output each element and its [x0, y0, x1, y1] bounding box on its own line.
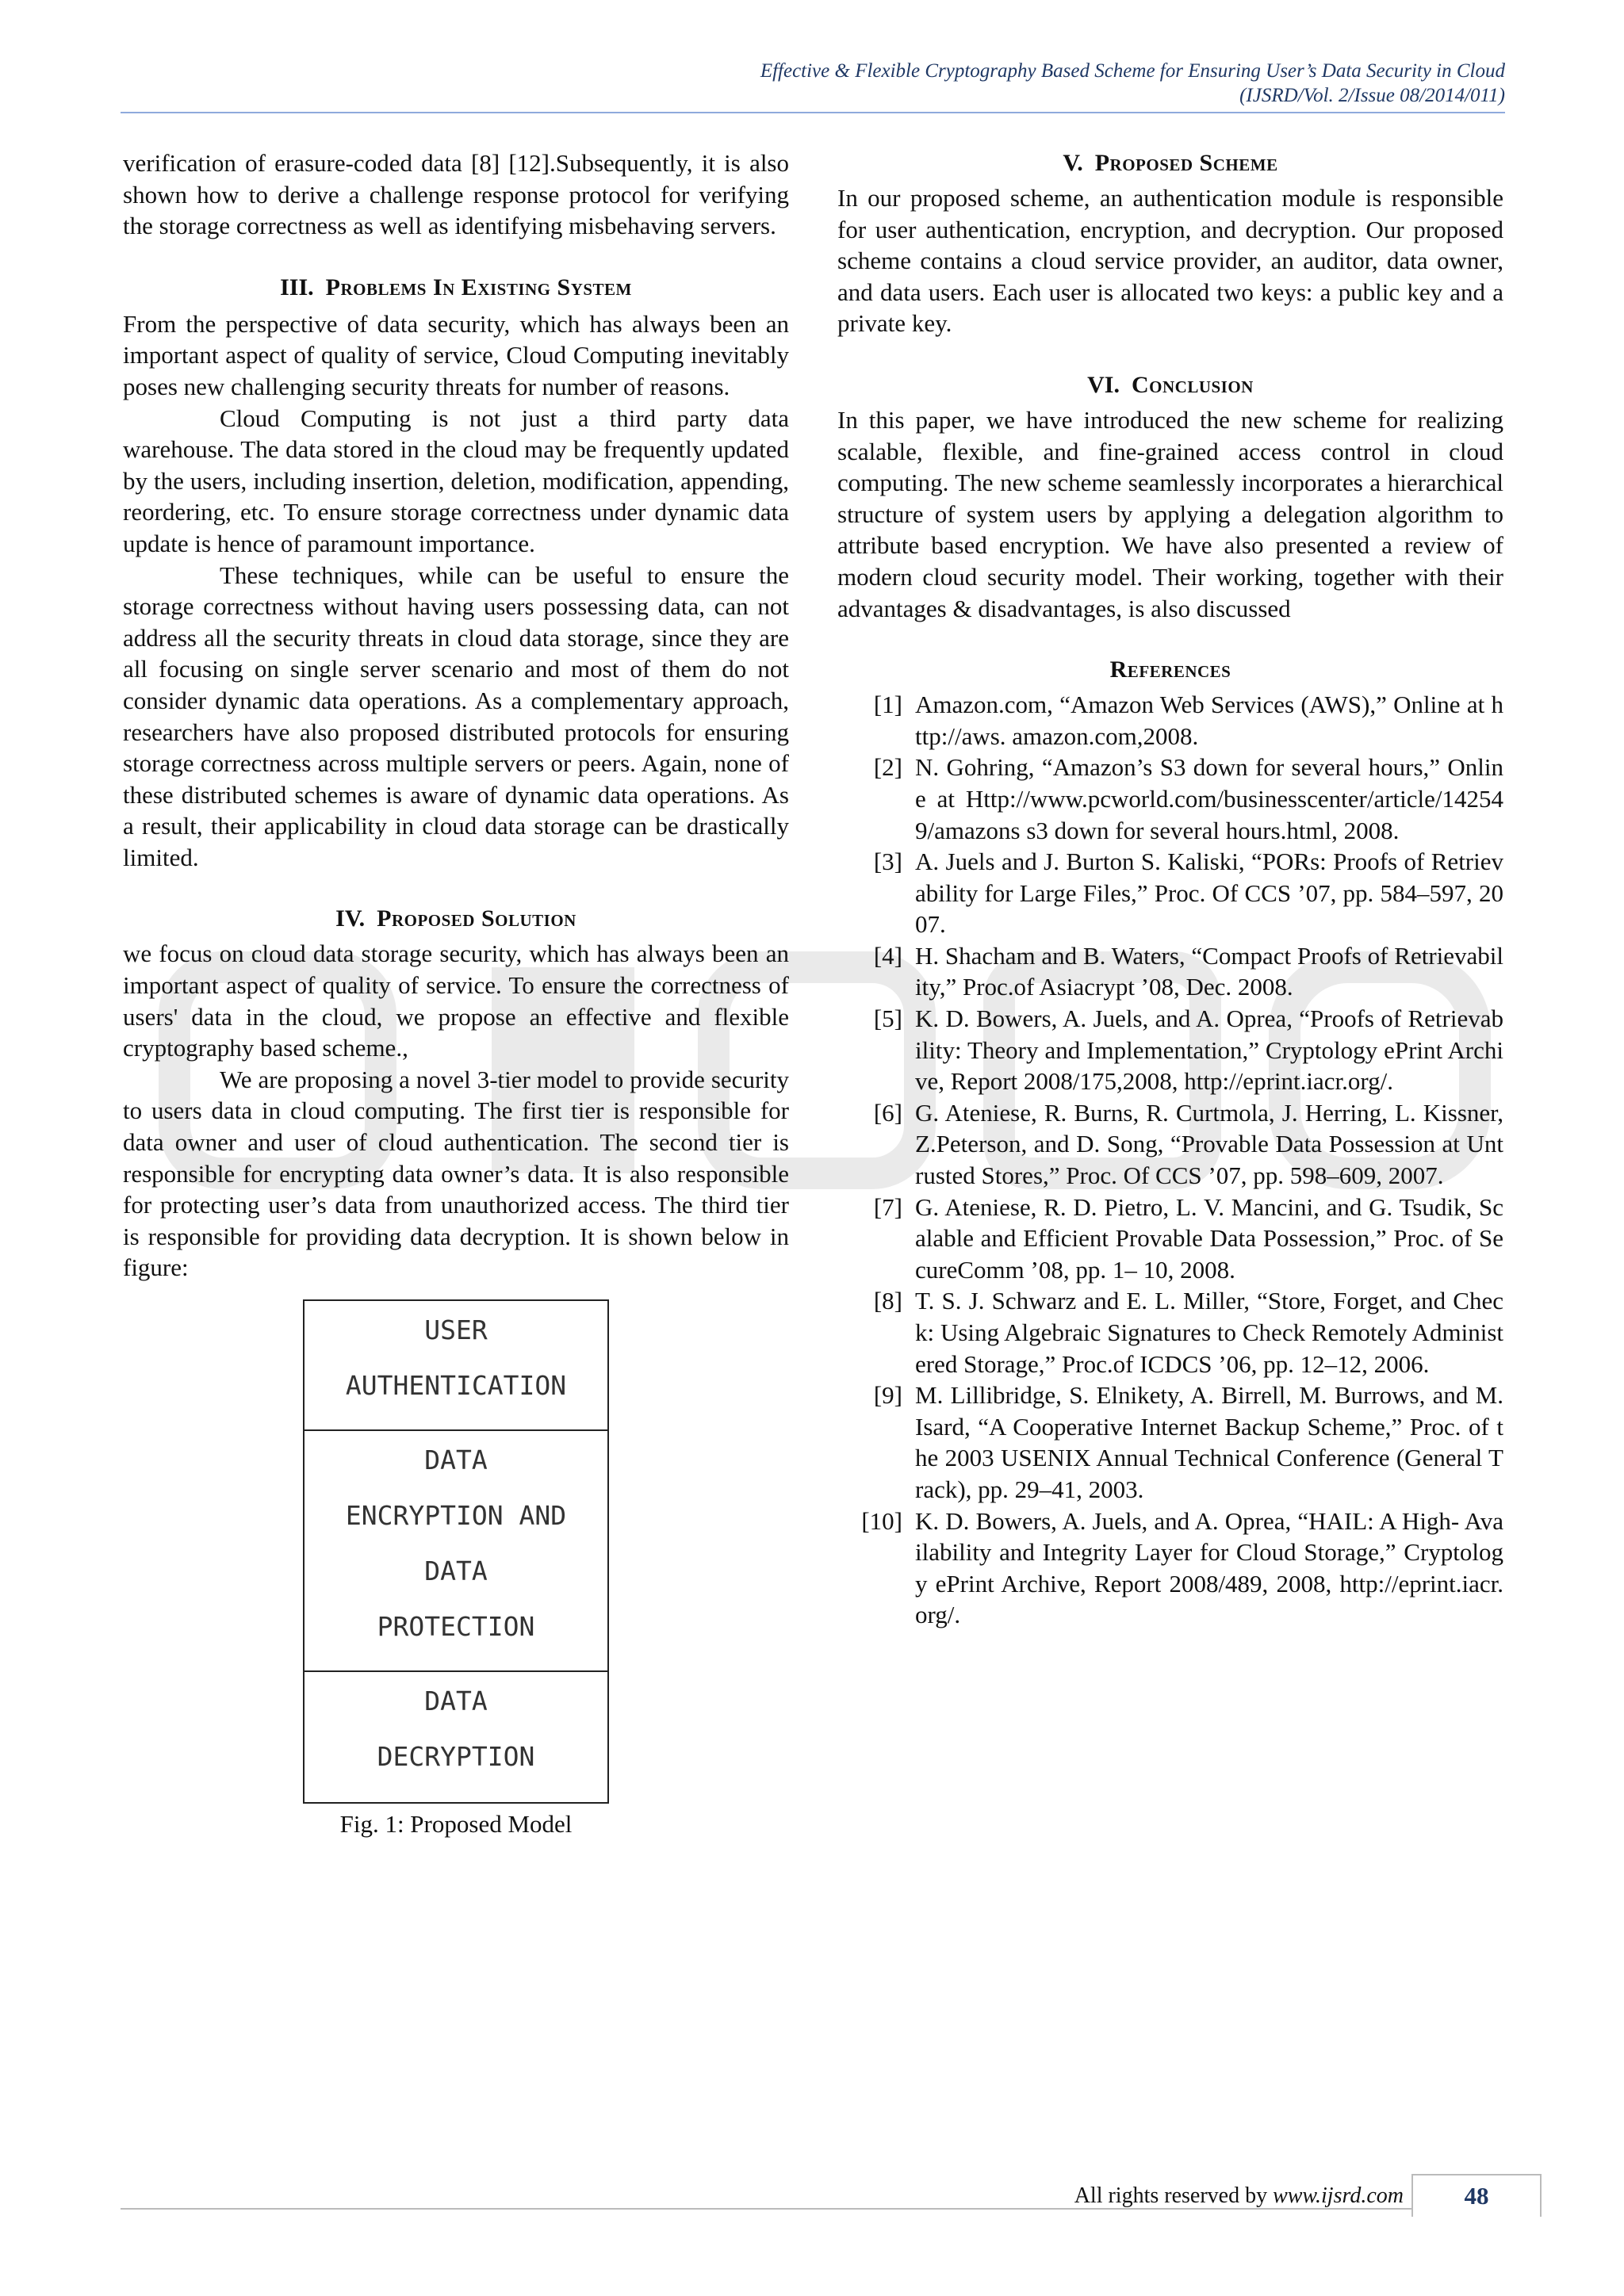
- reference-number: [4]: [873, 941, 902, 970]
- figure-box-encryption-protection: DATA ENCRYPTION AND DATA PROTECTION: [304, 1431, 607, 1672]
- left-column: [123, 147, 789, 1840]
- reference-text: N. Gohring, “Amazon’s S3 down for several hours,” Online at Http://www.pcworld.com/businesscenter/article/142549/amazons s3 down for several hours.html, 2008.: [915, 753, 1503, 844]
- reference-number: [5]: [873, 1004, 902, 1033]
- running-header: [236, 59, 1505, 108]
- figure-box-decryption: DATA DECRYPTION: [377, 1686, 535, 1772]
- reference-item: [837, 1192, 1503, 1286]
- section-heading-problems: III. Problems In Existing System: [280, 274, 632, 300]
- reference-item: [837, 1285, 1503, 1380]
- reference-item: [837, 1506, 1503, 1631]
- footer-rights-text: All rights reserved by: [1074, 2183, 1268, 2208]
- footer-divider: [121, 2208, 1411, 2210]
- right-column: [837, 147, 1503, 1631]
- problems-paragraph-2: Cloud Computing is not just a third party data warehouse. The data stored in the cloud may be frequently updated by the users, including insertion, deletion, modification, appending, reordering, etc. To ensure storage correctness under dynamic data update is hence of paramount importance.: [123, 404, 789, 557]
- reference-item: [837, 752, 1503, 846]
- reference-text: M. Lillibridge, S. Elnikety, A. Birrell, M. Burrows, and M. Isard, “A Cooperative Internet Backup Scheme,” Proc. of the 2003 USENIX Annual Technical Conference (General Track), pp. 29–41, 2003.: [915, 1381, 1503, 1503]
- reference-text: G. Ateniese, R. D. Pietro, L. V. Mancini, and G. Tsudik, Scalable and Efficient Provable Data Possession,” Proc. of SecureComm ’08, pp. 1– 10, 2008.: [915, 1192, 1503, 1284]
- reference-item: [837, 940, 1503, 1003]
- figure-box-user-authentication: USER AUTHENTICATION: [304, 1301, 607, 1431]
- reference-text: H. Shacham and B. Waters, “Compact Proofs of Retrievability,” Proc.of Asiacrypt ’08, Dec. 2008.: [915, 941, 1503, 1001]
- problems-paragraph-1: From the perspective of data security, which has always been an important aspect of quality of service, Cloud Computing inevitably poses new challenging security threats for number of reasons.: [123, 309, 789, 400]
- reference-number: [9]: [873, 1381, 902, 1410]
- solution-paragraph-1: we focus on cloud data storage security, which has always been an important aspect of quality of service. To ensure the correctness of users' data in the cloud, we propose an effective and flexible cryptography based scheme.,: [123, 939, 789, 1062]
- reference-number: [7]: [873, 1192, 902, 1221]
- reference-number: [10]: [861, 1506, 902, 1535]
- reference-text: Amazon.com, “Amazon Web Services (AWS),” Online at http://aws. amazon.com,2008.: [915, 691, 1503, 750]
- section-heading-references: References: [1109, 656, 1231, 683]
- reference-item: [837, 1097, 1503, 1192]
- section-heading-conclusion: VI. Conclusion: [1087, 371, 1254, 398]
- footer-rights: [1031, 2182, 1404, 2210]
- proposed-model-figure: [303, 1299, 609, 1804]
- reference-number: [8]: [873, 1287, 902, 1315]
- header-divider: [121, 112, 1505, 113]
- intro-paragraph: verification of erasure-coded data [8] [12].Subsequently, it is also shown how to derive a challenge response protocol for verifying the storage correctness as well as identifying misbehaving servers.: [123, 149, 789, 240]
- reference-item: [837, 846, 1503, 940]
- section-heading-solution: IV. Proposed Solution: [335, 905, 576, 932]
- reference-item: [837, 689, 1503, 752]
- footer-site-link[interactable]: www.ijsrd.com: [1273, 2183, 1404, 2208]
- reference-item: [837, 1003, 1503, 1097]
- reference-text: K. D. Bowers, A. Juels, and A. Oprea, “HAIL: A High- Availability and Integrity Layer for Cloud Storage,” Cryptology ePrint Archive, Report 2008/489, 2008, http://eprint.iacr.org/.: [915, 1506, 1503, 1629]
- header-title: Effective & Flexible Cryptography Based Scheme for Ensuring User’s Data Security in Cloud: [760, 60, 1505, 82]
- reference-number: [6]: [873, 1098, 902, 1127]
- scheme-paragraph: In our proposed scheme, an authentication module is responsible for user authentication, encryption, and decryption. Our proposed scheme contains a cloud service provider, an auditor, data owner, and data users. Each user is allocated two keys: a public key and a private key.: [837, 184, 1503, 338]
- reference-number: [1]: [873, 691, 902, 719]
- reference-list: [837, 689, 1503, 1631]
- solution-paragraph-2: We are proposing a novel 3-tier model to provide security to users data in cloud computing. The first tier is responsible for data owner and user of cloud authentication. The second tier is responsible for encrypting data owner’s data. It is also responsible for protecting user’s data from unauthorized access. The third tier is responsible for providing data decryption. It is shown below in figure:: [123, 1065, 789, 1282]
- section-heading-scheme: V. Proposed Scheme: [1063, 150, 1278, 176]
- reference-text: A. Juels and J. Burton S. Kaliski, “PORs: Proofs of Retrievability for Large Files,” Proc. Of CCS ’07, pp. 584–597, 2007.: [915, 848, 1503, 939]
- conclusion-paragraph: In this paper, we have introduced the new scheme for realizing scalable, flexible, and fine-grained access control in cloud computing. The new scheme seamlessly incorporates a hierarchical structure of system users by applying a delegation algorithm to attribute based encryption. We have also presented a review of modern cloud security model. Their working, together with their advantages & disadvantages, is also discussed: [837, 405, 1503, 622]
- reference-number: [2]: [873, 753, 902, 782]
- reference-text: K. D. Bowers, A. Juels, and A. Oprea, “Proofs of Retrievability: Theory and Implementation,” Cryptology ePrint Archive, Report 2008/175,2008, http://eprint.iacr.org/.: [915, 1004, 1503, 1096]
- page-number: 48: [1411, 2174, 1542, 2217]
- problems-paragraph-3: These techniques, while can be useful to ensure the storage correctness without having users possessing data, can not address all the security threats in cloud data storage, since they are all focusing on single server scenario and most of them do not consider dynamic data operations. As a complementary approach, researchers have also proposed distributed protocols for ensuring storage correctness across multiple servers or peers. Again, none of these distributed schemes is aware of dynamic data operations. As a result, their applicability in cloud data storage can be drastically limited.: [123, 561, 789, 871]
- reference-text: T. S. J. Schwarz and E. L. Miller, “Store, Forget, and Check: Using Algebraic Signatures to Check Remotely Administered Storage,” Proc.of ICDCS ’06, pp. 12–12, 2006.: [915, 1287, 1503, 1378]
- header-issue: (IJSRD/Vol. 2/Issue 08/2014/011): [1239, 85, 1505, 106]
- reference-text: G. Ateniese, R. Burns, R. Curtmola, J. Herring, L. Kissner, Z.Peterson, and D. Song, “Provable Data Possession at Untrusted Stores,” Proc. Of CCS ’07, pp. 598–609, 2007.: [915, 1098, 1503, 1190]
- reference-number: [3]: [873, 848, 902, 876]
- reference-item: [837, 1380, 1503, 1505]
- figure-caption: Fig. 1: Proposed Model: [339, 1810, 573, 1838]
